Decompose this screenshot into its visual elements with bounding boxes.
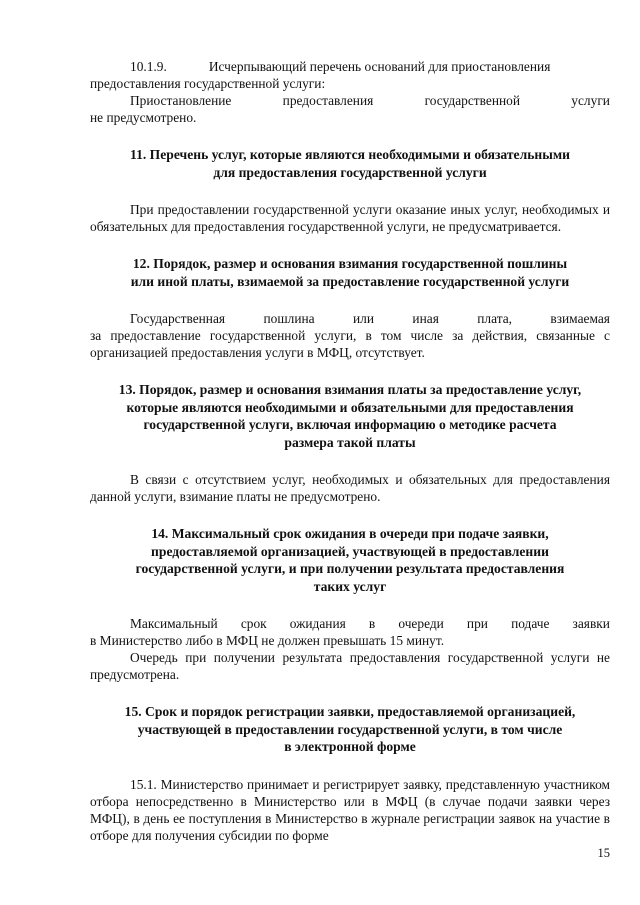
heading-line: которые являются необходимыми и обязательными для предоставления	[126, 399, 574, 415]
body-word: очереди	[398, 616, 444, 631]
heading-line: или иной платы, взимаемой за предоставление государственной услуги	[130, 273, 570, 289]
heading-line: государственной услуги, и при получении результата предоставления	[135, 561, 565, 576]
body-word: иная	[412, 311, 439, 326]
suspension-word: государственной	[424, 93, 521, 108]
heading-line: предоставляемой организацией, участвующей в предоставлении	[151, 543, 549, 559]
section-12-first-line	[90, 310, 610, 327]
section-14-body1-rest: в Министерство либо в МФЦ не должен превышать 15 минут.	[90, 633, 445, 648]
item-number: 10.1.9.	[130, 59, 167, 74]
body-word: срок	[240, 616, 267, 631]
suspension-end: не предусмотрено.	[90, 110, 197, 125]
section-12-heading	[90, 255, 610, 290]
section-15-heading	[90, 703, 610, 756]
section-11-heading	[90, 146, 610, 181]
section-14-body2: Очередь при получении результата предоставления государственной услуги не предусмотрена.	[90, 650, 610, 682]
document-page	[90, 58, 610, 844]
body-word: или	[353, 311, 375, 326]
heading-line: 14. Максимальный срок ожидания в очереди при подаче заявки,	[151, 526, 549, 541]
section-14-heading	[90, 525, 610, 595]
body-word: заявки	[572, 616, 610, 631]
heading-line: государственной услуги, включая информацию о методике расчета	[143, 417, 557, 432]
heading-line: таких услуг	[313, 578, 387, 594]
suspension-line	[90, 92, 610, 109]
heading-line: 13. Порядок, размер и основания взимания платы за предоставление услуг,	[118, 382, 582, 397]
body-word: Максимальный	[130, 616, 218, 631]
body-word: подаче	[511, 616, 550, 631]
body-word: ожидания	[289, 616, 346, 631]
body-word: в	[368, 616, 376, 631]
heading-line: участвующей в предоставлении государственной услуги, в том числе	[137, 721, 563, 737]
section-13-body: В связи с отсутствием услуг, необходимых и обязательных для предоставления данной услуги, взимание платы не предусмотрено.	[90, 472, 610, 504]
heading-line: 12. Порядок, размер и основания взимания государственной пошлины	[132, 256, 568, 271]
item-10-1-9-line	[90, 58, 610, 75]
body-word: пошлина	[263, 311, 315, 326]
suspension-word: услуги	[571, 93, 610, 108]
section-13-heading	[90, 381, 610, 451]
heading-line: размера такой платы	[284, 434, 416, 450]
section-12-body-rest: за предоставление государственной услуги, в том числе за действия, связанные с организацией предоставления услуги в МФЦ, отсутствует.	[90, 328, 610, 360]
heading-line: 15. Срок и порядок регистрации заявки, предоставляемой организацией,	[124, 704, 576, 719]
suspension-word: предоставления	[282, 93, 374, 108]
page-number: 15	[597, 846, 610, 860]
section-14-first-line	[90, 615, 610, 632]
item-text-continuation: предоставления государственной услуги:	[90, 76, 326, 91]
heading-line: для предоставления государственной услуги	[213, 164, 487, 180]
body-word: при	[466, 616, 488, 631]
body-word: взимаемая	[550, 311, 610, 326]
heading-line: 11. Перечень услуг, которые являются необходимыми и обязательными	[130, 147, 570, 162]
body-word: плата,	[477, 311, 513, 326]
suspension-word: Приостановление	[130, 93, 232, 108]
heading-line: в электронной форме	[284, 739, 416, 754]
item-text: Исчерпывающий перечень оснований для приостановления	[208, 59, 551, 74]
section-11-body: При предоставлении государственной услуги оказание иных услуг, необходимых и обязательных для предоставления государственной услуги, не предусматривается.	[90, 202, 610, 234]
body-word: Государственная	[130, 311, 226, 326]
section-15-body: 15.1. Министерство принимает и регистрирует заявку, представленную участником отбора непосредственно в Министерство или в МФЦ (в случае подачи заявки через МФЦ), в день ее поступления в Министерство в журнале регистрации заявок на участие в отборе для получения субсидии по форме	[90, 776, 610, 843]
